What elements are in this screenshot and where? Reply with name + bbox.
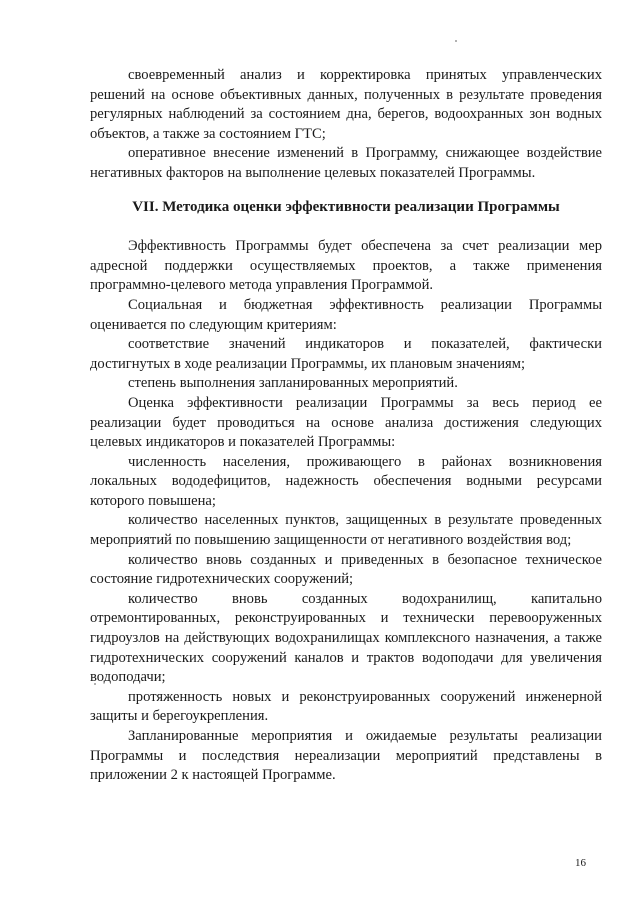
list-item: количество вновь созданных водохранилищ, капитально отремонтированных, реконструированных и технически перевооруженных гидроузлов на действующих водохранилищах комплексного назначения, а также гидротехнических сооружений каналов и трактов водоподачи для увеличения водоподачи; [90, 590, 602, 686]
list-item: количество вновь созданных и приведенных в безопасное техническое состояние гидротехнических сооружений; [90, 551, 602, 588]
list-item: численность населения, проживающего в районах возникновения локальных вододефицитов, надежность обеспечения водными ресурсами которого повышена; [90, 453, 602, 509]
page-number: 16 [575, 857, 586, 869]
list-item: соответствие значений индикаторов и показателей, фактически достигнутых в ходе реализации Программы, их плановым значениям; [90, 336, 602, 372]
list-item: протяженность новых и реконструированных сооружений инженерной защиты и берегоукрепления. [90, 688, 602, 725]
paragraph: Оценка эффективности реализации Программы за весь период ее реализации будет проводиться на основе анализа достижения следующих целевых индикаторов и показателей Программы: [90, 394, 602, 451]
list-item: степень выполнения запланированных мероприятий. [128, 375, 458, 392]
paragraph: своевременный анализ и корректировка принятых управленческих решений на основе объективных данных, полученных в результате проведения регулярных наблюдений за состоянием дна, берегов, водоохранных зон водных объектов, а также за состоянием ГТС; [90, 67, 602, 142]
paragraph: Запланированные мероприятия и ожидаемые результаты реализации Программы и последствия нереализации мероприятий представлены в приложении 2 к настоящей Программе. [90, 728, 602, 784]
list-item: количество населенных пунктов, защищенных в результате проведенных мероприятий по повышению защищенности от негативного воздействия вод; [90, 512, 602, 549]
scan-speck [455, 40, 457, 42]
paragraph: Эффективность Программы будет обеспечена за счет реализации мер адресной поддержки осуществляемых проектов, а также применения программно-целевого метода управления Программой. [90, 238, 602, 294]
section-heading: VII. Методика оценки эффективности реализации Программы [132, 198, 560, 215]
paragraph: оперативное внесение изменений в Программу, снижающее воздействие негативных факторов на выполнение целевых показателей Программы. [90, 145, 602, 181]
paragraph: Социальная и бюджетная эффективность реализации Программы оценивается по следующим критериям: [90, 296, 602, 333]
document-body [90, 66, 602, 786]
